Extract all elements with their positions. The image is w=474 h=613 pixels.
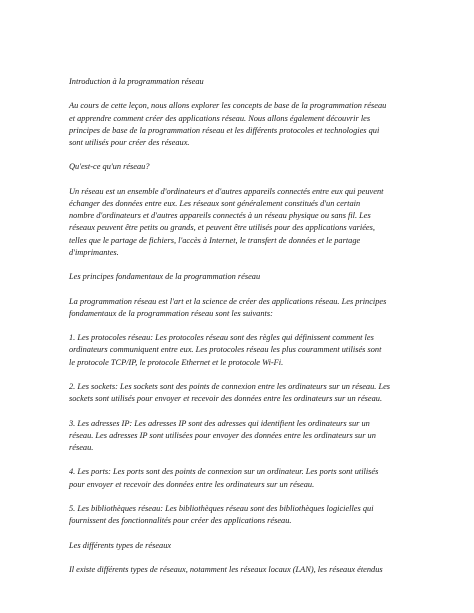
list-item-ports: 4. Les ports: Les ports sont des points de connexion sur un ordinateur. Les ports sont utilisés pour envoyer et recevoir des données entre les ordinateurs sur un réseau. bbox=[69, 467, 379, 489]
list-item-protocols: 1. Les protocoles réseau: Les protocoles réseau sont des règles qui définissent comment les ordinateurs communiquent entre eux. Les protocoles réseau les plus couramment utilisés sont le protocole TCP/IP, le protocole Ethernet et le protocole Wi-Fi. bbox=[69, 333, 382, 367]
list-item-sockets: 2. Les sockets: Les sockets sont des points de connexion entre les ordinateurs sur un réseau. Les sockets sont utilisés pour envoyer et recevoir des données entre les ordinateurs sur un réseau. bbox=[69, 381, 391, 404]
network-definition-paragraph: Un réseau est un ensemble d'ordinateurs et d'autres appareils connectés entre eux qui peuvent échanger des données entre eux. Les réseaux sont généralement constitués d'un certain nombre d'ordinateurs et d'autres appareils connectés à un réseau physique ou sans fil. Les réseaux peuvent être petits ou grands, et peuvent être utilisés pour des applications variées, telles que le partage de fichiers, l'accès à Internet, le transfert de données et le partage d'imprimantes. bbox=[69, 186, 384, 257]
list-item-ip-addresses: 3. Les adresses IP: Les adresses IP sont des adresses qui identifient les ordinateurs sur un réseau. Les adresses IP sont utilisées pour envoyer des données entre les ordinateurs sur un réseau. bbox=[69, 418, 376, 452]
fundamentals-paragraph: La programmation réseau est l'art et la science de créer des applications réseau. Les principes fondamentaux de la programmation réseau sont les suivants: bbox=[69, 296, 387, 318]
list-item-libraries: 5. Les bibliothèques réseau: Les bibliothèques réseau sont des bibliothèques logicielles qui fournissent des fonctionnalités pour créer des applications réseau. bbox=[69, 503, 374, 526]
document-title: Introduction à la programmation réseau bbox=[69, 77, 204, 86]
section-heading-what-is-network: Qu'est-ce qu'un réseau? bbox=[69, 162, 150, 172]
section-heading-network-types: Les différents types de réseaux bbox=[69, 540, 172, 550]
intro-paragraph: Au cours de cette leçon, nous allons explorer les concepts de base de la programmation réseau et apprendre comment créer des applications réseau. Nous allons également découvrir les principes de base de la programmation réseau et les différents protocoles et technologies qui sont utilisés pour créer des réseaux. bbox=[69, 101, 387, 147]
document-body bbox=[69, 76, 405, 588]
network-types-paragraph: Il existe différents types de réseaux, notamment les réseaux locaux (LAN), les réseaux étendus bbox=[69, 564, 383, 574]
section-heading-fundamentals: Les principes fondamentaux de la programmation réseau bbox=[69, 272, 261, 282]
